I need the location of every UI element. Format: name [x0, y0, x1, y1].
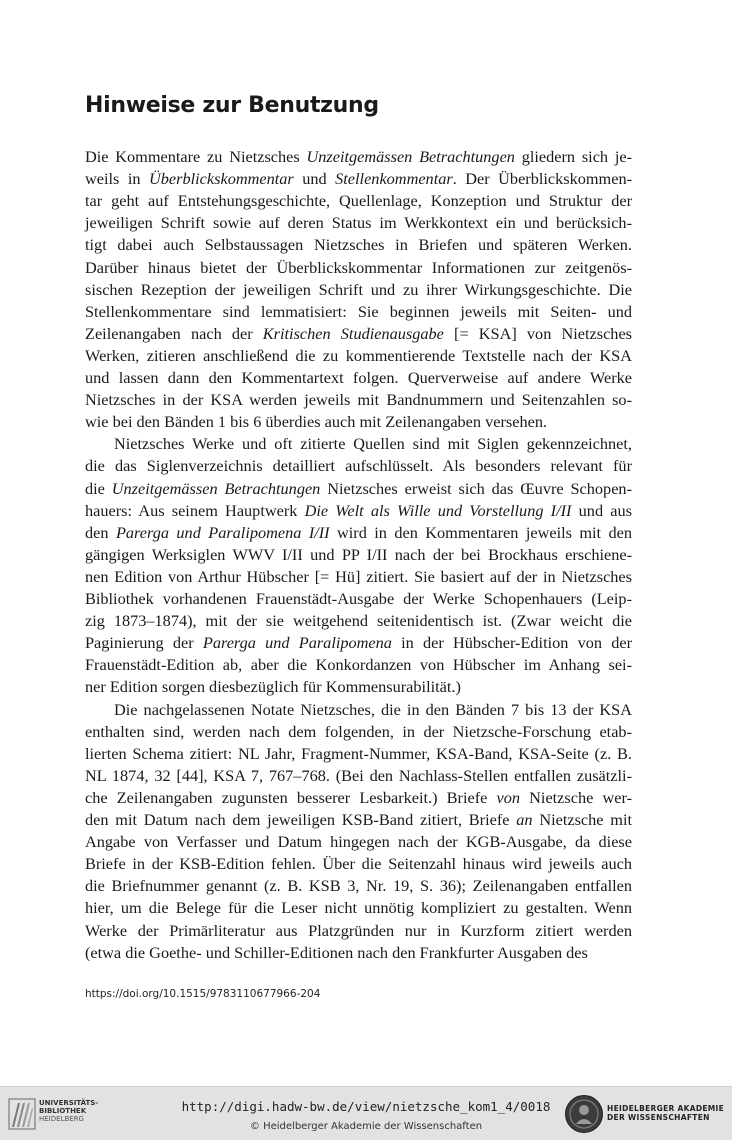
text-run: und lassen dann den Kommentartext folgen. Querverweise auf andere Werke: [85, 368, 632, 387]
text-run: [= KSA] von Nietzsches: [443, 323, 633, 343]
text-run: und: [293, 169, 336, 189]
text-run: che Zeilenangaben zugunsten besserer Lesbarkeit.) Briefe: [85, 787, 497, 807]
italic-title: Die Welt als Wille und Vorstellung I/II: [304, 500, 572, 520]
text-run: ner Edition sorgen diesbezüglich für Kommensurabilität.): [85, 677, 461, 697]
text-run: die das Siglenverzeichnis detailliert aufschlüsselt. Als besonders relevant für: [85, 456, 632, 476]
text-line: [85, 809, 632, 831]
text-line: [85, 500, 632, 522]
text-line: [85, 654, 632, 676]
text-line: [85, 433, 632, 455]
text-run: Frauenstädt-Edition ab, aber die Konkordanzen von Hübscher im Anhang sei-: [85, 655, 632, 675]
text-line: [85, 522, 632, 544]
text-run: Werken, zitieren anschließend die zu kommentierende Textstelle nach der KSA: [85, 345, 632, 365]
text-line: [85, 897, 632, 919]
text-run: NL 1874, 32 [44], KSA 7, 767–768. (Bei den Nachlass-Stellen entfallen zusätzli-: [85, 765, 632, 785]
text-line: [85, 853, 632, 875]
text-run: . Der Überblickskommen-: [452, 169, 633, 189]
text-run: hier, um die Belege für die Leser nicht unnötig kompliziert zu gestalten. Wenn: [85, 898, 632, 918]
text-run: gängigen Werksiglen WWV I/II und PP I/II nach der bei Brockhaus erschiene-: [85, 544, 632, 564]
text-run: jeweiligen Schrift sowie auf deren Status im Werkkontext ein und berücksich-: [85, 213, 632, 233]
academy-logo-block[interactable]: [565, 1093, 730, 1133]
permalink-url[interactable]: http://digi.hadw-bw.de/view/nietzsche_kom1_4/0018: [181, 1099, 551, 1114]
text-run: Stellenkommentare sind lemmatisiert: Sie beginnen jeweils mit Seiten- und: [85, 301, 632, 321]
text-line: [85, 942, 632, 964]
italic-title: von: [496, 787, 521, 807]
text-run: Bibliothek vorhandenen Frauenstädt-Ausgabe der Werke Schopenhauers (Leip-: [85, 589, 632, 608]
italic-title: Unzeitgemässen Betrachtungen: [111, 478, 321, 498]
italic-title: Unzeitgemässen Betrachtungen: [306, 147, 515, 166]
text-line: [85, 566, 632, 588]
text-line: [85, 345, 632, 367]
text-run: hauers: Aus seinem Hauptwerk: [85, 500, 305, 520]
text-run: in der Hübscher-Edition von der: [391, 633, 633, 653]
text-line: [85, 279, 632, 301]
text-run: Briefe in der KSB-Edition fehlen. Über die Seitenzahl hinaus wird jeweils auch: [85, 854, 632, 874]
italic-title: Parerga und Paralipomena I/II: [115, 522, 330, 542]
text-run: tigt dabei auch Selbstaussagen Nietzsches in Briefen und späteren Werken.: [85, 235, 632, 255]
academy-seal-icon: [565, 1095, 603, 1133]
text-line: [85, 146, 632, 168]
text-run: den: [85, 522, 116, 542]
text-line: [85, 544, 632, 566]
academy-name: [607, 1104, 724, 1122]
library-name-line: BIBLIOTHEK: [39, 1107, 87, 1115]
academy-name-line: DER WISSENSCHAFTEN: [607, 1113, 710, 1122]
footer-bar: [0, 1086, 732, 1140]
text-run: tar geht auf Entstehungsgeschichte, Quellenlage, Konzeption und Struktur der: [85, 191, 632, 211]
text-run: Nietzsches in der KSA werden jeweils mit Bandnummern und Seitenzahlen so-: [85, 390, 632, 410]
text-run: enthalten sind, werden nach dem folgenden, in der Nietzsche-Forschung etab-: [85, 721, 632, 741]
text-line: [85, 743, 632, 765]
text-run: Darüber hinaus bietet der Überblickskommentar Informationen zur zeitgenös-: [85, 257, 632, 277]
text-line: [85, 699, 632, 721]
text-run: die: [85, 478, 112, 498]
text-run: Zeilenangaben nach der: [85, 323, 263, 343]
text-run: die Briefnummer genannt (z. B. KSB 3, Nr. 19, S. 36); Zeilenangaben entfallen: [85, 876, 632, 896]
text-run: gliedern sich je-: [514, 147, 633, 166]
text-run: zig 1873–1874), mit der sie weitgehend seitenidentisch ist. (Zwar weicht die: [85, 611, 632, 631]
text-line: [85, 632, 632, 654]
library-name-line: HEIDELBERG: [39, 1115, 84, 1123]
text-line: [85, 875, 632, 897]
text-line: [85, 478, 632, 500]
text-line: [85, 721, 632, 743]
text-line: [85, 168, 632, 190]
academy-name-line: HEIDELBERGER AKADEMIE: [607, 1104, 725, 1113]
text-line: [85, 212, 632, 234]
text-line: [85, 234, 632, 256]
text-line: [85, 367, 632, 389]
text-line: [85, 323, 632, 345]
text-run: Angabe von Verfasser und Datum hingegen nach der KGB-Ausgabe, da diese: [85, 832, 632, 852]
text-line: [85, 765, 632, 787]
italic-title: an: [516, 810, 533, 829]
text-run: lierten Schema zitiert: NL Jahr, Fragment-Nummer, KSA-Band, KSA-Seite (z. B.: [85, 743, 632, 763]
text-line: [85, 389, 632, 411]
text-line: [85, 831, 632, 853]
italic-title: Kritischen Studienausgabe: [262, 323, 444, 343]
text-run: sischen Rezeption der jeweiligen Schrift und zu ihrer Wirkungsgeschichte. Die: [85, 279, 632, 299]
text-run: (etwa die Goethe- und Schiller-Editionen nach den Frankfurter Ausgaben des: [85, 942, 588, 962]
text-run: Nietzsches Werke und oft zitierte Quellen sind mit Siglen gekennzeichnet,: [114, 434, 632, 454]
text-line: [85, 610, 632, 632]
text-run: Die Kommentare zu Nietzsches: [85, 147, 307, 166]
text-line: [85, 257, 632, 279]
copyright-notice: © Heidelberger Akademie der Wissenschaften: [249, 1121, 483, 1132]
text-line: [85, 455, 632, 477]
text-line: [85, 301, 632, 323]
text-line: [85, 190, 632, 212]
text-run: Nietzsche mit: [532, 810, 632, 829]
text-run: wie bei den Bänden 1 bis 6 überdies auch mit Zeilenangaben versehen.: [85, 412, 548, 432]
text-line: [85, 676, 632, 698]
italic-title: Parerga und Paralipomena: [202, 633, 392, 653]
text-run: den mit Datum nach dem jeweiligen KSB-Band zitiert, Briefe: [85, 810, 517, 829]
text-run: Nietzsche wer-: [520, 787, 632, 807]
text-line: [85, 920, 632, 942]
text-line: [85, 787, 632, 809]
text-run: Nietzsches erweist sich das Œuvre Schopen-: [320, 478, 632, 498]
text-run: Die nachgelassenen Notate Nietzsches, die in den Bänden 7 bis 13 der KSA: [114, 699, 632, 719]
library-name-line: UNIVERSITÄTS-: [39, 1099, 99, 1107]
italic-title: Stellenkommentar: [335, 169, 453, 189]
text-run: und aus: [571, 500, 632, 520]
doi-link[interactable]: https://doi.org/10.1515/9783110677966-204: [85, 988, 321, 1000]
text-run: weils in: [85, 169, 150, 189]
text-run: wird in den Kommentaren jeweils mit den: [329, 522, 633, 542]
page-title: Hinweise zur Benutzung: [85, 93, 379, 118]
italic-title: Überblickskommentar: [149, 169, 294, 189]
text-run: Paginierung der: [85, 633, 203, 653]
text-run: nen Edition von Arthur Hübscher [= Hü] zitiert. Sie basiert auf der in Nietzsches: [85, 566, 632, 586]
text-run: Werke der Primärliteratur aus Platzgründen nur in Kurzform zitiert werden: [85, 920, 632, 940]
text-line: [85, 411, 632, 433]
text-line: [85, 588, 632, 610]
